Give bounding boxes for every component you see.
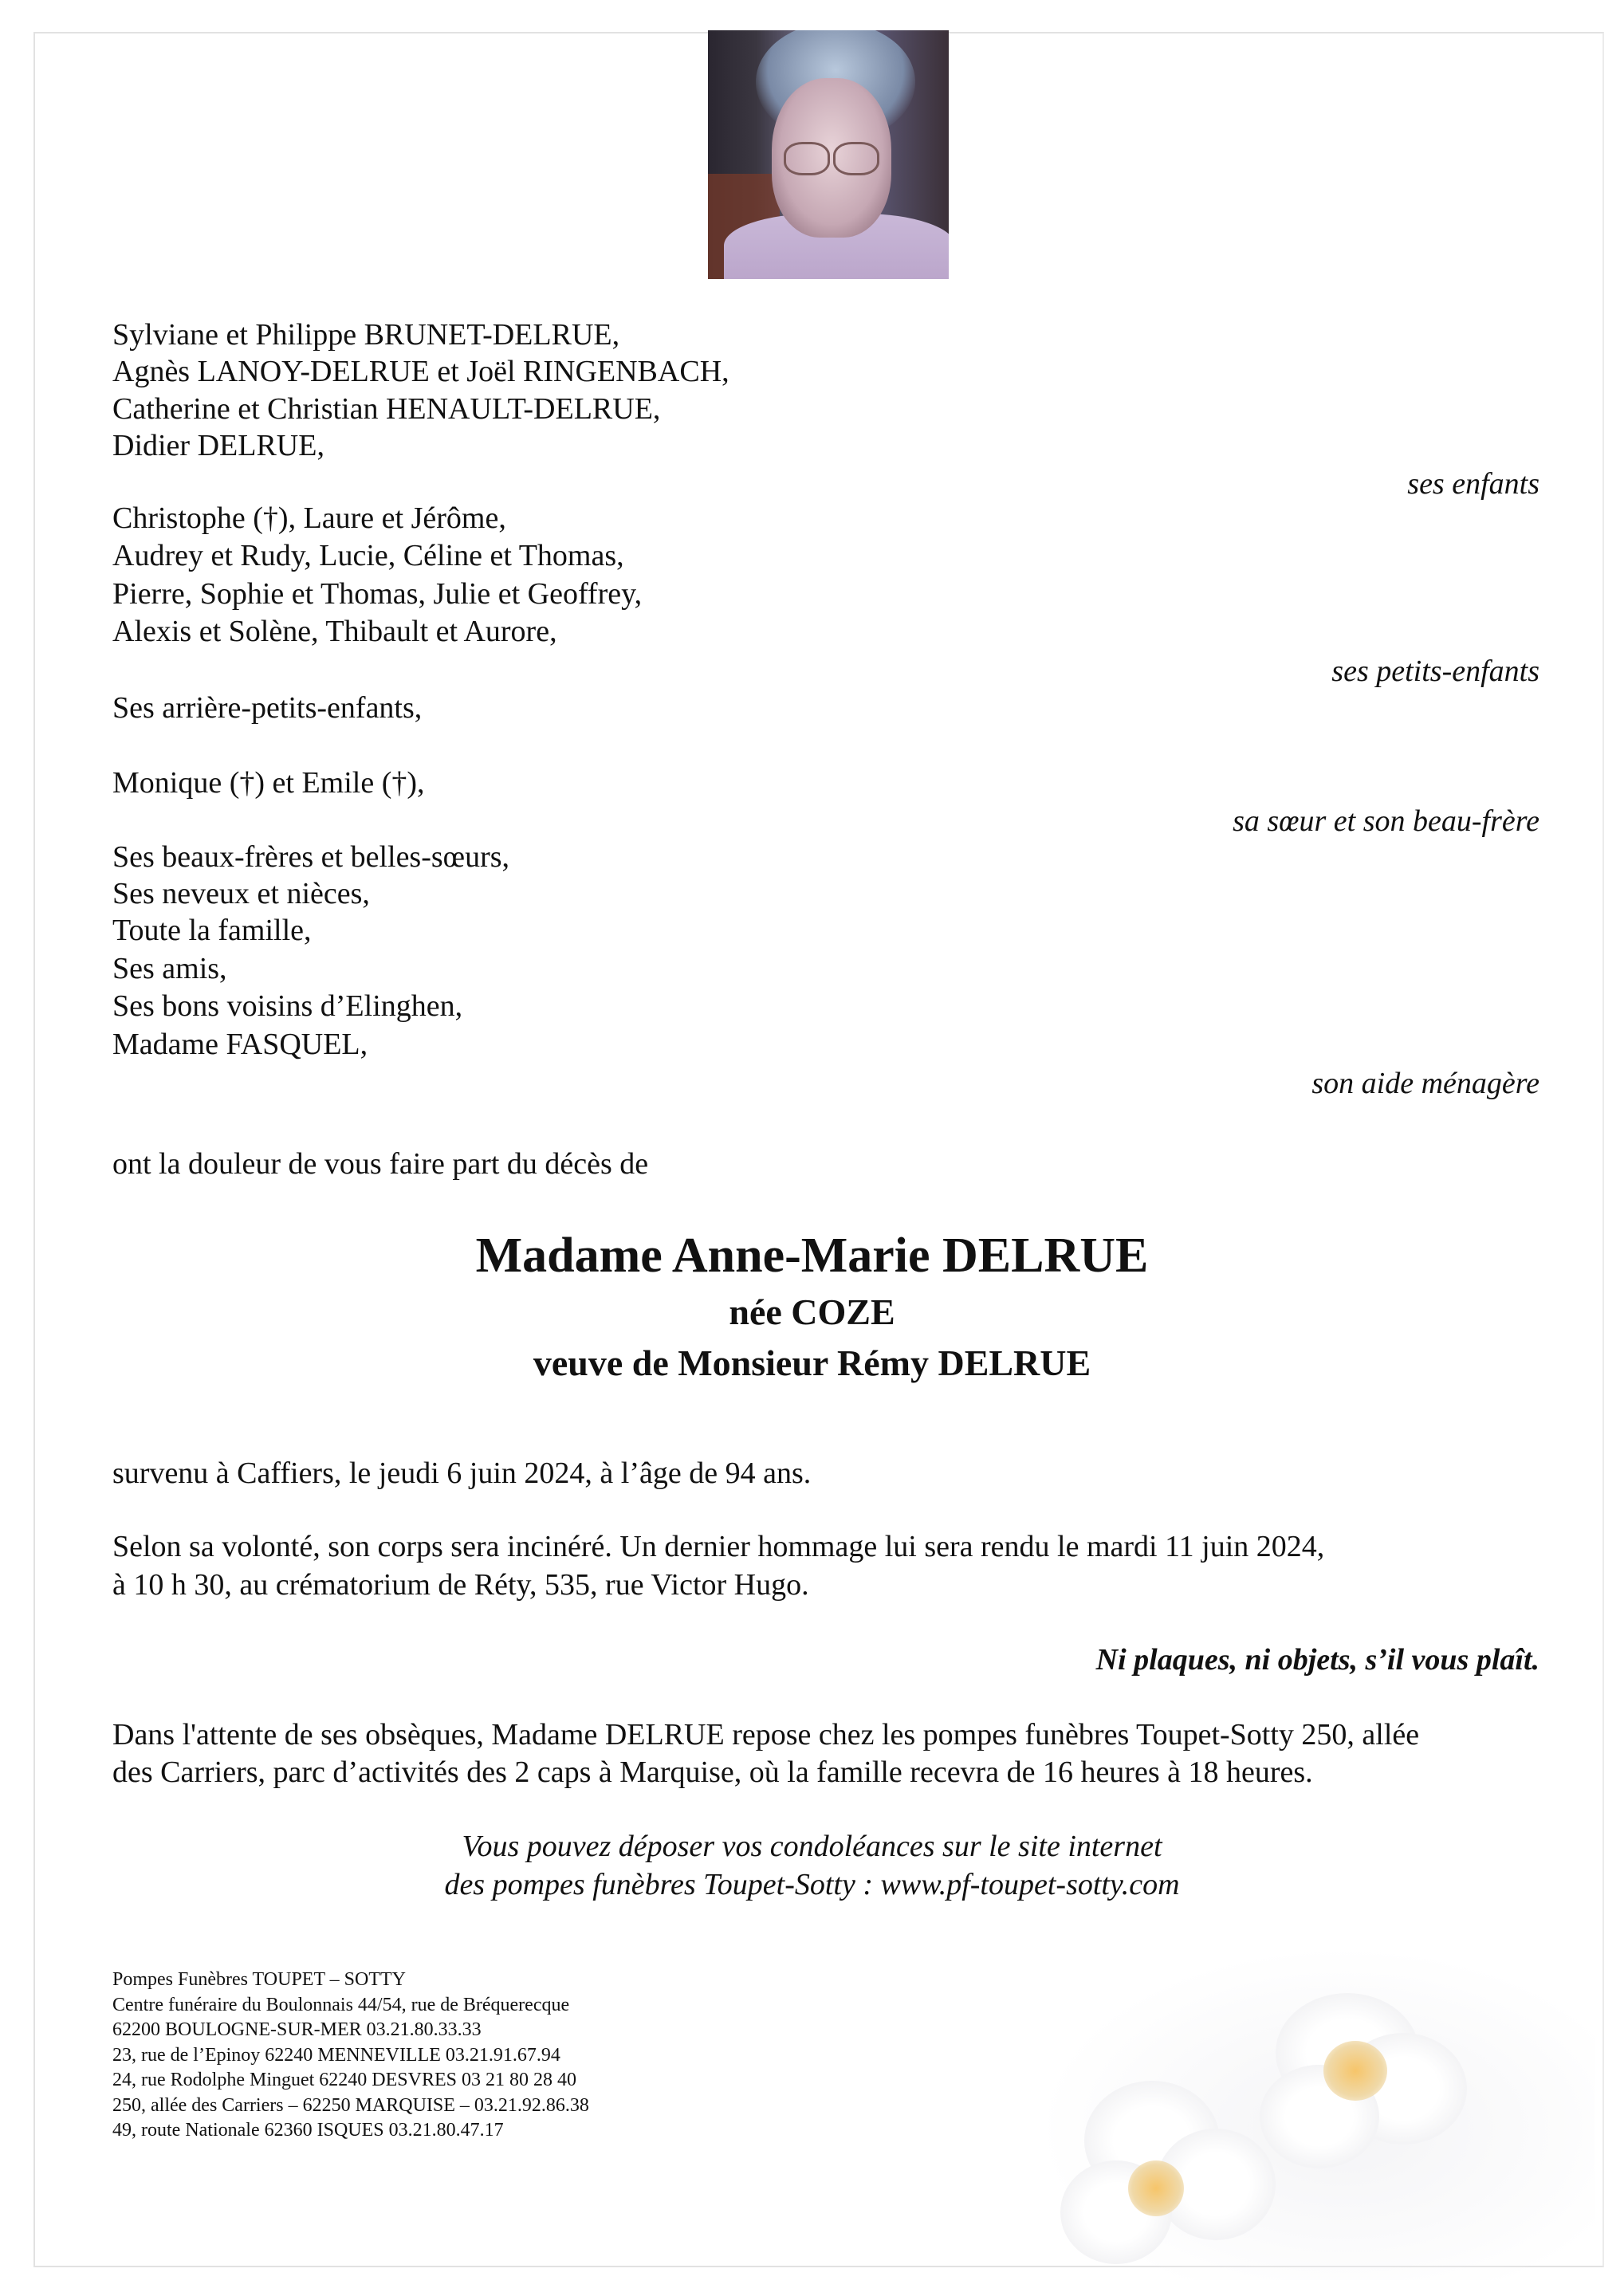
footer-line: Centre funéraire du Boulonnais 44/54, rue de Bréquerecque [112,1994,570,2015]
family-line: Monique (†) et Emile (†), [112,766,425,800]
family-line: Ses bons voisins d’Elinghen, [112,989,463,1023]
relation-label: ses enfants [1407,467,1539,501]
maiden-name: née COZE [729,1292,895,1332]
family-line: Catherine et Christian HENAULT-DELRUE, [112,392,661,426]
footer-line: 49, route Nationale 62360 ISQUES 03.21.80.47.17 [112,2120,504,2141]
footer-line: 62200 BOULOGNE-SUR-MER 03.21.80.33.33 [112,2019,482,2040]
footer-line: 24, rue Rodolphe Minguet 62240 DESVRES 03 21 80 28 40 [112,2070,576,2090]
family-line: Didier DELRUE, [112,429,324,462]
funeral-home-footer [112,1968,589,2144]
family-line: Christophe (†), Laure et Jérôme, [112,501,506,535]
announcement: ont la douleur de vous faire part du décès de [112,1147,649,1181]
footer-line: 23, rue de l’Epinoy 62240 MENNEVILLE 03.21.91.67.94 [112,2044,560,2066]
ceremony-line: Selon sa volonté, son corps sera incinéré. Un dernier hommage lui sera rendu le mardi 11 juin 2024, [112,1530,1325,1563]
relation-label: ses petits-enfants [1331,655,1539,688]
family-line: Pierre, Sophie et Thomas, Julie et Geoffrey, [112,577,643,611]
relation-label: son aide ménagère [1311,1067,1539,1100]
family-line: Ses beaux-frères et belles-sœurs, [112,840,510,874]
family-line: Ses neveux et nièces, [112,877,370,910]
widow-of: veuve de Monsieur Rémy DELRUE [533,1343,1091,1383]
footer-line: 250, allée des Carriers – 62250 MARQUISE – 03.21.92.86.38 [112,2094,589,2116]
family-line: Ses arrière-petits-enfants, [112,691,423,725]
portrait-photo [708,30,949,279]
condolences-line: Vous pouvez déposer vos condoléances sur le site internet [462,1830,1162,1863]
deceased-name: Madame Anne-Marie DELRUE [475,1229,1149,1283]
relation-label: sa sœur et son beau-frère [1233,804,1539,838]
glasses-detail [784,142,879,174]
no-flowers-notice: Ni plaques, ni objets, s’il vous plaît. [1095,1643,1539,1677]
rest-line: des Carriers, parc d’activités des 2 caps à Marquise, où la famille recevra de 16 heures à 18 heures. [112,1755,1313,1789]
condolences-line: des pompes funèbres Toupet-Sotty : www.pf-toupet-sotty.com [444,1868,1180,1901]
ceremony-line: à 10 h 30, au crématorium de Réty, 535, rue Victor Hugo. [112,1568,809,1602]
family-line: Alexis et Solène, Thibault et Aurore, [112,615,557,648]
family-line: Audrey et Rudy, Lucie, Céline et Thomas, [112,539,624,572]
family-line: Madame FASQUEL, [112,1028,368,1061]
rest-line: Dans l'attente de ses obsèques, Madame DELRUE repose chez les pompes funèbres Toupet-Sotty 250, allée [112,1718,1420,1751]
family-line: Sylviane et Philippe BRUNET-DELRUE, [112,318,620,352]
family-line: Toute la famille, [112,914,312,947]
family-line: Ses amis, [112,952,227,985]
orchid-decoration [1036,1945,1595,2280]
death-details: survenu à Caffiers, le jeudi 6 juin 2024, à l’âge de 94 ans. [112,1457,812,1490]
family-line: Agnès LANOY-DELRUE et Joël RINGENBACH, [112,355,729,388]
footer-line: Pompes Funèbres TOUPET – SOTTY [112,1969,407,1990]
